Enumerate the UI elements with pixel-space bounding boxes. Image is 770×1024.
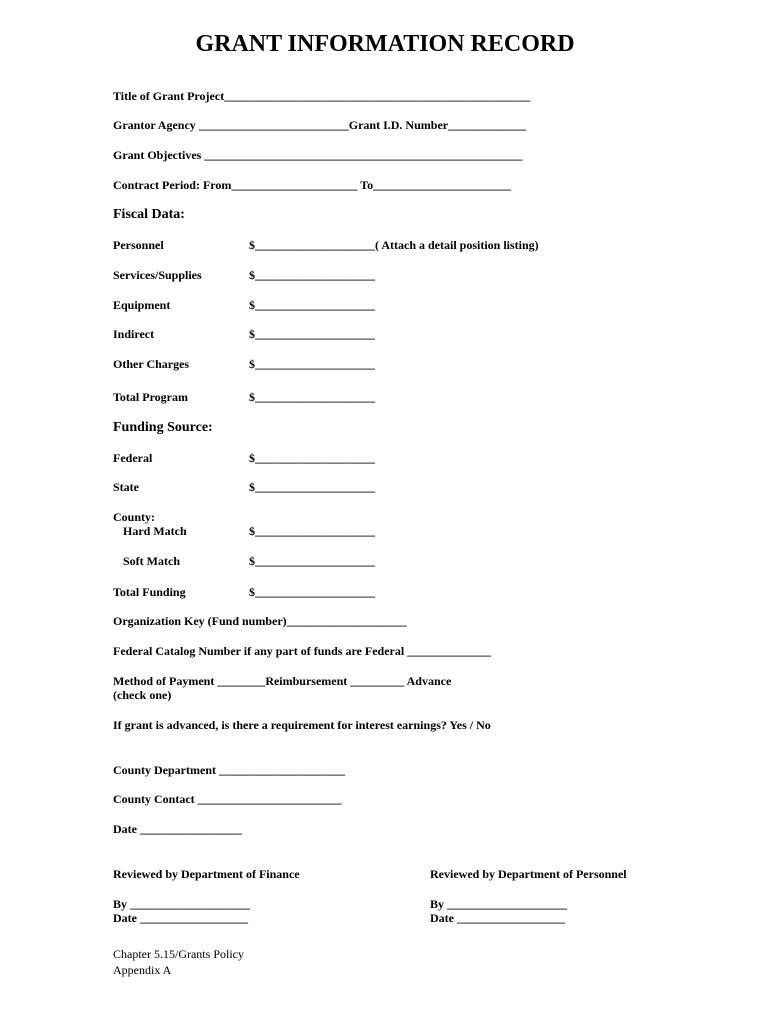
county-department-field[interactable]: County Department _____________________ bbox=[113, 763, 345, 777]
date-field[interactable]: Date _________________ bbox=[113, 822, 242, 836]
federal-amount-field[interactable]: $____________________ bbox=[249, 451, 375, 465]
federal-catalog-number-field[interactable]: Federal Catalog Number if any part of funds are Federal ______________ bbox=[113, 644, 492, 658]
page-title: GRANT INFORMATION RECORD bbox=[195, 31, 575, 57]
soft-match-amount-field[interactable]: $____________________ bbox=[249, 554, 375, 568]
check-one-note: (check one) bbox=[113, 688, 172, 702]
footer-chapter: Chapter 5.15/Grants Policy bbox=[113, 947, 244, 961]
method-of-payment-field[interactable]: Method of Payment ________Reimbursement _________ Advance bbox=[113, 674, 452, 688]
grantor-agency-field[interactable]: Grantor Agency _________________________Grant I.D. Number_____________ bbox=[113, 118, 527, 132]
contract-period-field[interactable]: Contract Period: From_____________________ To_______________________ bbox=[113, 178, 512, 192]
fiscal-row-label: Equipment bbox=[113, 298, 171, 312]
fiscal-row-label: Total Program bbox=[113, 390, 188, 404]
indirect-amount-field[interactable]: $____________________ bbox=[249, 327, 375, 341]
federal-label: Federal bbox=[113, 451, 153, 465]
fiscal-row-label: Personnel bbox=[113, 238, 164, 252]
fiscal-data-heading: Fiscal Data: bbox=[113, 207, 185, 222]
funding-source-heading: Funding Source: bbox=[113, 420, 213, 435]
personnel-amount-field[interactable]: $____________________( Attach a detail position listing) bbox=[249, 238, 539, 252]
grant-project-title-field[interactable]: Title of Grant Project___________________________________________________ bbox=[113, 89, 531, 103]
other-charges-amount-field[interactable]: $____________________ bbox=[249, 357, 375, 371]
personnel-by-field[interactable]: By ____________________ bbox=[430, 897, 568, 911]
organization-key-field[interactable]: Organization Key (Fund number)____________________ bbox=[113, 614, 407, 628]
interest-earnings-question[interactable]: If grant is advanced, is there a requirement for interest earnings? Yes / No bbox=[113, 718, 491, 732]
state-amount-field[interactable]: $____________________ bbox=[249, 480, 375, 494]
fiscal-row-label: Other Charges bbox=[113, 357, 190, 371]
finance-date-field[interactable]: Date __________________ bbox=[113, 911, 248, 925]
finance-by-field[interactable]: By ____________________ bbox=[113, 897, 251, 911]
total-funding-label: Total Funding bbox=[113, 585, 186, 599]
fiscal-row-label: Services/Supplies bbox=[113, 268, 202, 282]
personnel-review-heading: Reviewed by Department of Personnel bbox=[430, 867, 627, 881]
personnel-date-field[interactable]: Date __________________ bbox=[430, 911, 565, 925]
services-supplies-amount-field[interactable]: $____________________ bbox=[249, 268, 375, 282]
state-label: State bbox=[113, 480, 139, 494]
hard-match-label: Hard Match bbox=[123, 524, 187, 538]
grant-objectives-field[interactable]: Grant Objectives _____________________________________________________ bbox=[113, 148, 523, 162]
county-label: County: bbox=[113, 510, 156, 524]
total-funding-amount-field[interactable]: $____________________ bbox=[249, 585, 375, 599]
total-program-amount-field[interactable]: $____________________ bbox=[249, 390, 375, 404]
fiscal-row-label: Indirect bbox=[113, 327, 155, 341]
hard-match-amount-field[interactable]: $____________________ bbox=[249, 524, 375, 538]
county-contact-field[interactable]: County Contact ________________________ bbox=[113, 792, 342, 806]
finance-review-heading: Reviewed by Department of Finance bbox=[113, 867, 300, 881]
footer-appendix: Appendix A bbox=[113, 963, 172, 977]
soft-match-label: Soft Match bbox=[123, 554, 180, 568]
equipment-amount-field[interactable]: $____________________ bbox=[249, 298, 375, 312]
